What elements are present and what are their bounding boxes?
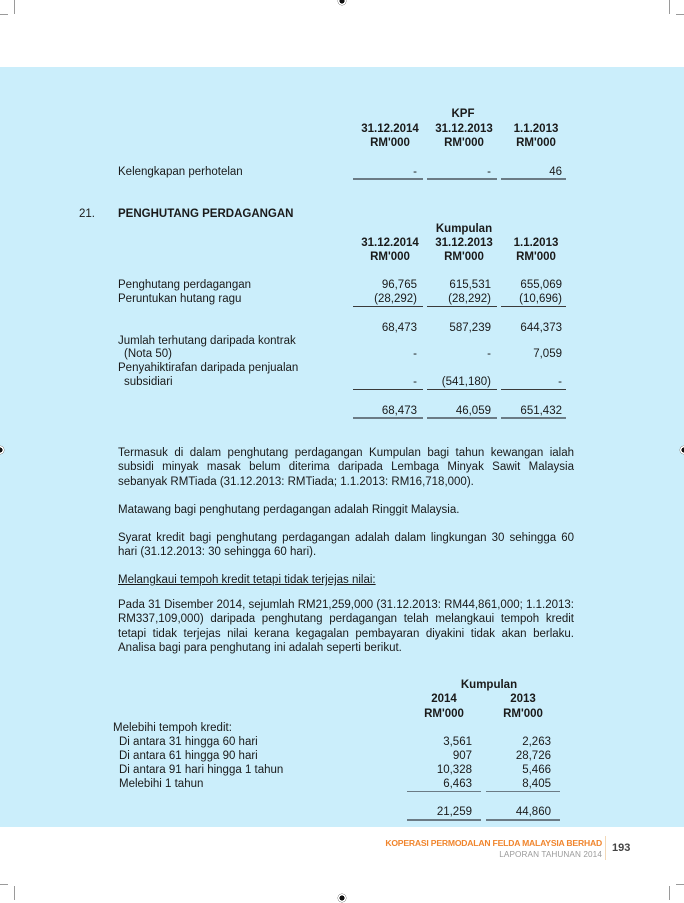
cell-value: 6,463: [443, 778, 472, 790]
crop-mark: [14, 886, 15, 900]
row-label: Di antara 31 hingga 60 hari: [119, 736, 258, 748]
column-header-unit: RM'000: [370, 137, 410, 149]
paragraph-credit-terms: Syarat kredit bagi penghutang perdagangan adalah dalam lingkungan 30 sehingga 60 hari (31.12.2013: 30 sehingga 60 hari).: [118, 532, 574, 559]
total-value: 68,473: [381, 405, 417, 417]
footer-organization: KOPERASI PERMODALAN FELDA MALAYSIA BERHAD: [385, 838, 602, 848]
column-header-unit: RM'000: [424, 708, 464, 720]
cell-value: 28,726: [515, 750, 551, 762]
footer-divider: [605, 836, 606, 860]
column-header-date: 31.12.2014: [361, 123, 419, 135]
column-header-unit: RM'000: [503, 708, 543, 720]
cell-value: 10,328: [436, 764, 472, 776]
column-header-unit: RM'000: [444, 137, 484, 149]
cell-value: (10,696): [519, 293, 562, 305]
total-value: 46,059: [455, 405, 491, 417]
cell-value: -: [413, 376, 417, 388]
cell-value: 655,069: [520, 279, 562, 291]
crop-mark: [0, 14, 8, 15]
cell-value: -: [558, 376, 562, 388]
column-header-unit: RM'000: [444, 251, 484, 263]
double-underline: [407, 819, 481, 821]
paragraph-subsidy: Termasuk di dalam penghutang perdagangan Kumpulan bagi tahun kewangan ialah subsidi minyak masak belum diterima daripada Lembaga Minyak Sawit Malaysia sebanyak RMTiada (31.12.2013: RMTiada; 1.1.2013: RM16,718,000).: [118, 447, 574, 488]
section-number: 21.: [79, 208, 95, 220]
double-underline: [353, 417, 423, 419]
column-header-unit: RM'000: [370, 251, 410, 263]
column-header-date: 1.1.2013: [513, 237, 559, 249]
cell-value: 7,059: [533, 348, 562, 360]
cell-value: -: [413, 166, 417, 178]
underline: [353, 306, 423, 307]
crop-mark: [669, 886, 670, 900]
cell-value: 96,765: [381, 279, 417, 291]
row-label: Di antara 61 hingga 90 hari: [119, 750, 258, 762]
underline: [427, 389, 497, 390]
paragraph-currency: Matawang bagi penghutang perdagangan adalah Ringgit Malaysia.: [118, 504, 460, 516]
underline: [501, 306, 566, 307]
subtotal-value: 644,373: [520, 322, 562, 334]
subtotal-value: 587,239: [449, 322, 491, 334]
registration-mark-icon: [337, 0, 347, 6]
underline: [486, 791, 560, 792]
column-header-unit: RM'000: [516, 251, 556, 263]
cell-value: 8,405: [522, 778, 551, 790]
aging-heading: Melebihi tempoh kredit:: [113, 722, 232, 734]
total-value: 651,432: [520, 405, 562, 417]
cell-value: 907: [452, 750, 472, 762]
crop-mark: [0, 884, 8, 885]
column-header-year: 2014: [431, 693, 457, 705]
section-title: PENGHUTANG PERDAGANGAN: [118, 208, 294, 220]
total-value: 44,860: [515, 806, 551, 818]
kumpulan-group-label: Kumpulan: [435, 223, 493, 235]
row-label-continued: (Nota 50): [124, 348, 172, 360]
double-underline: [427, 417, 497, 419]
underline: [353, 389, 423, 390]
column-header-year: 2013: [510, 693, 536, 705]
cell-value: 5,466: [522, 764, 551, 776]
cell-value: 46: [549, 166, 562, 178]
subheading-past-due: Melangkaui tempoh kredit tetapi tidak terjejas nilai:: [118, 574, 376, 586]
cell-value: (541,180): [441, 376, 491, 388]
crop-mark: [14, 0, 15, 14]
subtotal-value: 68,473: [381, 322, 417, 334]
double-underline: [427, 178, 497, 180]
aging-group-label: Kumpulan: [460, 679, 518, 691]
cell-value: (28,292): [448, 293, 491, 305]
underline: [501, 389, 566, 390]
row-label: Jumlah terhutang daripada kontrak: [118, 335, 296, 347]
cell-value: 2,263: [522, 736, 551, 748]
cell-value: 3,561: [443, 736, 472, 748]
paragraph-past-due: Pada 31 Disember 2014, sejumlah RM21,259,000 (31.12.2013: RM44,861,000; 1.1.2013: RM337,109,000) daripada penghutang perdagangan telah melangkaui tempoh kredit tetapi tidak terjejas nilai kerana kegagalan pembayaran diyakini tidak akan berlaku. Analisa bagi para penghutang ini adalah seperti berikut.: [118, 599, 574, 654]
crop-mark: [676, 884, 684, 885]
cell-value: -: [487, 348, 491, 360]
registration-mark-icon: [337, 893, 347, 903]
kpf-group-label: KPF: [451, 108, 475, 120]
column-header-date: 31.12.2013: [435, 123, 493, 135]
double-underline: [353, 178, 423, 180]
underline: [427, 306, 497, 307]
cell-value: -: [487, 166, 491, 178]
underline: [407, 791, 481, 792]
row-label: Kelengkapan perhotelan: [118, 166, 243, 178]
row-label: Peruntukan hutang ragu: [118, 293, 242, 305]
row-label: Penyahiktirafan daripada penjualan: [118, 362, 299, 374]
column-header-date: 1.1.2013: [513, 123, 559, 135]
double-underline: [501, 417, 566, 419]
row-label-continued: subsidiari: [124, 376, 173, 388]
crop-mark: [676, 14, 684, 15]
double-underline: [501, 178, 566, 180]
cell-value: (28,292): [374, 293, 417, 305]
double-underline: [486, 819, 560, 821]
row-label: Di antara 91 hari hingga 1 tahun: [119, 764, 284, 776]
page-number: 193: [612, 842, 631, 854]
cell-value: 615,531: [449, 279, 491, 291]
column-header-unit: RM'000: [516, 137, 556, 149]
total-value: 21,259: [436, 806, 472, 818]
row-label: Melebihi 1 tahun: [119, 778, 204, 790]
column-header-date: 31.12.2014: [361, 237, 419, 249]
crop-mark: [669, 0, 670, 14]
registration-mark-icon: [679, 445, 684, 455]
footer-report-title: LAPORAN TAHUNAN 2014: [499, 850, 602, 859]
row-label: Penghutang perdagangan: [118, 279, 252, 291]
column-header-date: 31.12.2013: [435, 237, 493, 249]
cell-value: -: [413, 348, 417, 360]
